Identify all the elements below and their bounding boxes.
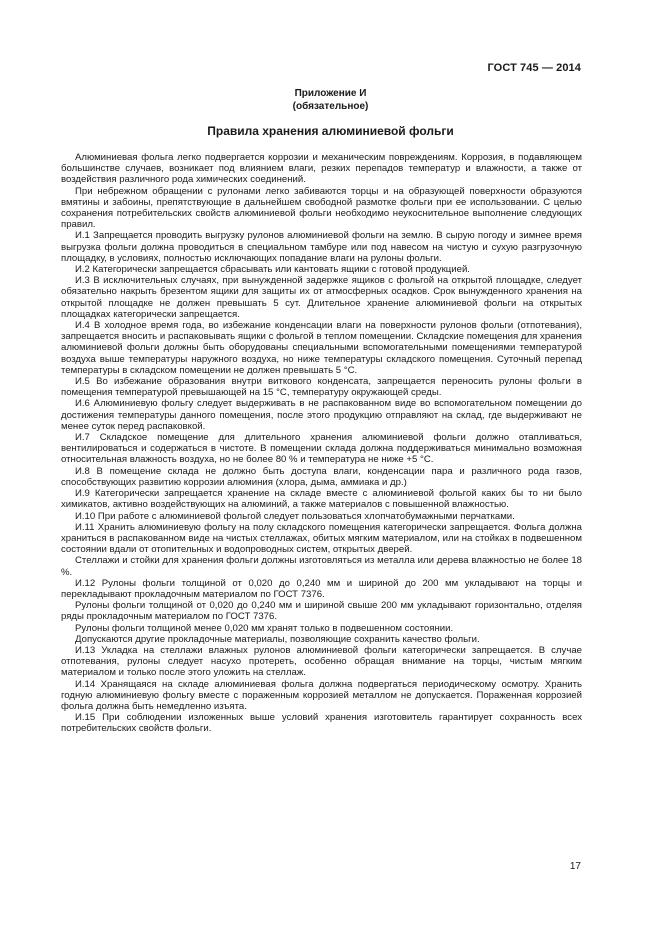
section-title: Правила хранения алюминиевой фольги — [207, 124, 454, 138]
paragraph: Стеллажи и стойки для хранения фольги должны изготовляться из металла или дерева влажностью не более 18 %. — [61, 555, 582, 578]
page-number: 17 — [569, 861, 581, 872]
appendix-heading — [0, 87, 661, 113]
paragraph: И.5 Во избежание образования внутри виткового конденсата, запрещается переносить рулоны фольги в помещения температурой превышающей на 15 °С, температуру окружающей среды. — [61, 376, 582, 399]
paragraph: И.12 Рулоны фольги толщиной от 0,020 до 0,240 мм и шириной до 200 мм укладывают на торцы и перекладывают прокладочным материалом по ГОСТ 7376. — [61, 577, 582, 600]
paragraph: И.9 Категорически запрещается хранение на складе вместе с алюминиевой фольгой каких бы то ни было химикатов, активно воздействующих на алюминий, а также материалов с повышенной влажностью. — [61, 488, 582, 511]
paragraph: Допускаются другие прокладочные материалы, позволяющие сохранить качество фольги. — [75, 633, 480, 645]
paragraph: И.11 Хранить алюминиевую фольгу на полу складского помещения категорически запрещается. Фольга должна храниться в распакованном виде на чистых стеллажах, обитых мягким материалом, или на стойках в подвешенном состоянии вдали от отопительных и водопроводных систем, открытых дверей. — [61, 521, 582, 556]
paragraph: И.8 В помещение склада не должно быть доступа влаги, конденсации пара и различного рода газов, способствующих развитию коррозии алюминия (хлора, дыма, аммиака и др.) — [61, 465, 582, 488]
paragraph: И.15 При соблюдении изложенных выше условий хранения изготовитель гарантирует сохранность всех потребительских свойств фольги. — [61, 712, 582, 735]
appendix-status: (обязательное) — [292, 101, 369, 112]
standard-number-header: ГОСТ 745 — 2014 — [487, 62, 581, 74]
appendix-label: Приложение И — [294, 88, 367, 99]
paragraph: Алюминиевая фольга легко подвергается коррозии и механическим повреждениям. Коррозия, в подавляющем большинстве случаев, возникает под влиянием влаги, резких перепадов температур и влажности, а также от воздействия различного рода химических соединений. — [61, 152, 582, 186]
body-text — [61, 152, 582, 735]
paragraph: И.13 Укладка на стеллажи влажных рулонов алюминиевой фольги категорически запрещается. В случае отпотевания, рулоны следует насухо протереть, особенно обращая внимание на торцы, чистым мягким материалом и только после этого уложить на стеллаж. — [61, 644, 582, 679]
paragraph: При небрежном обращении с рулонами легко забиваются торцы и на образующей поверхности образуются вмятины и забоины, препятствующие в дальнейшем свободной размотке фольги при ее использовании. С целью сохранения потребительских свойств алюминиевой фольги необходимо неукоснительное выполнение следующих правил. — [61, 185, 582, 231]
paragraph: И.14 Хранящаяся на складе алюминиевая фольга должна подвергаться периодическому осмотру. Хранить годную алюминиевую фольгу вместе с пораженным коррозией металлом не допускается. Пораженная коррозией фольга должна быть немедленно изъята. — [61, 678, 582, 712]
paragraph: И.10 При работе с алюминиевой фольгой следует пользоваться хлопчатобумажными перчатками. — [75, 510, 515, 522]
paragraph: И.2 Категорически запрещается сбрасывать или кантовать ящики с готовой продукцией. — [75, 264, 470, 276]
paragraph: И.4 В холодное время года, во избежание конденсации влаги на поверхности рулонов фольги (отпотевания), запрещается вносить и распаковывать ящики с фольгой в теплом помещении. Складские помещения для хранения алюминиевой фольги должны быть оборудованы специальными вспомогательными помещениями температурой воздуха выше температуры наружного воздуха, но ниже температуры складского помещения. Суточный перепад температуры в складском помещении не должен превышать 5 °С. — [61, 320, 582, 376]
paragraph: И.3 В исключительных случаях, при вынужденной задержке ящиков с фольгой на открытой площадке, следует обязательно накрыть брезентом ящики для защиты их от атмосферных осадков. Срок вынужденного хранения на открытой площадке не должен превышать 5 сут. Длительное хранение алюминиевой фольги на открытых площадках категорически запрещается. — [61, 275, 582, 320]
paragraph: И.1 Запрещается проводить выгрузку рулонов алюминиевой фольги на землю. В сырую погоду и зимнее время выгрузка фольги должна проводиться в специальном тамбуре или под навесом на чистую и сухую разгрузочную площадку, в условиях, полностью исключающих попадание влаги на рулоны фольги. — [61, 230, 582, 264]
paragraph: Рулоны фольги толщиной менее 0,020 мм хранят только в подвешенном состоянии. — [75, 622, 454, 634]
paragraph: Рулоны фольги толщиной от 0,020 до 0,240 мм и шириной свыше 200 мм укладывают горизонтально, отделяя ряды прокладочным материалом по ГОСТ 7376. — [61, 600, 582, 623]
paragraph: И.7 Складское помещение для длительного хранения алюминиевой фольги должно отапливаться, вентилироваться и содержаться в чистоте. В помещении склада должна поддерживаться минимально возможная относительная влажность воздуха, но не более 80 % и температура не ниже +5 °С. — [61, 432, 582, 466]
paragraph: И.6 Алюминиевую фольгу следует выдерживать в не распакованном виде во вспомогательном помещении до достижения температуры данного помещения, после этого продукцию отправляют на склад, где выдерживают не менее суток перед распаковкой. — [61, 398, 582, 432]
